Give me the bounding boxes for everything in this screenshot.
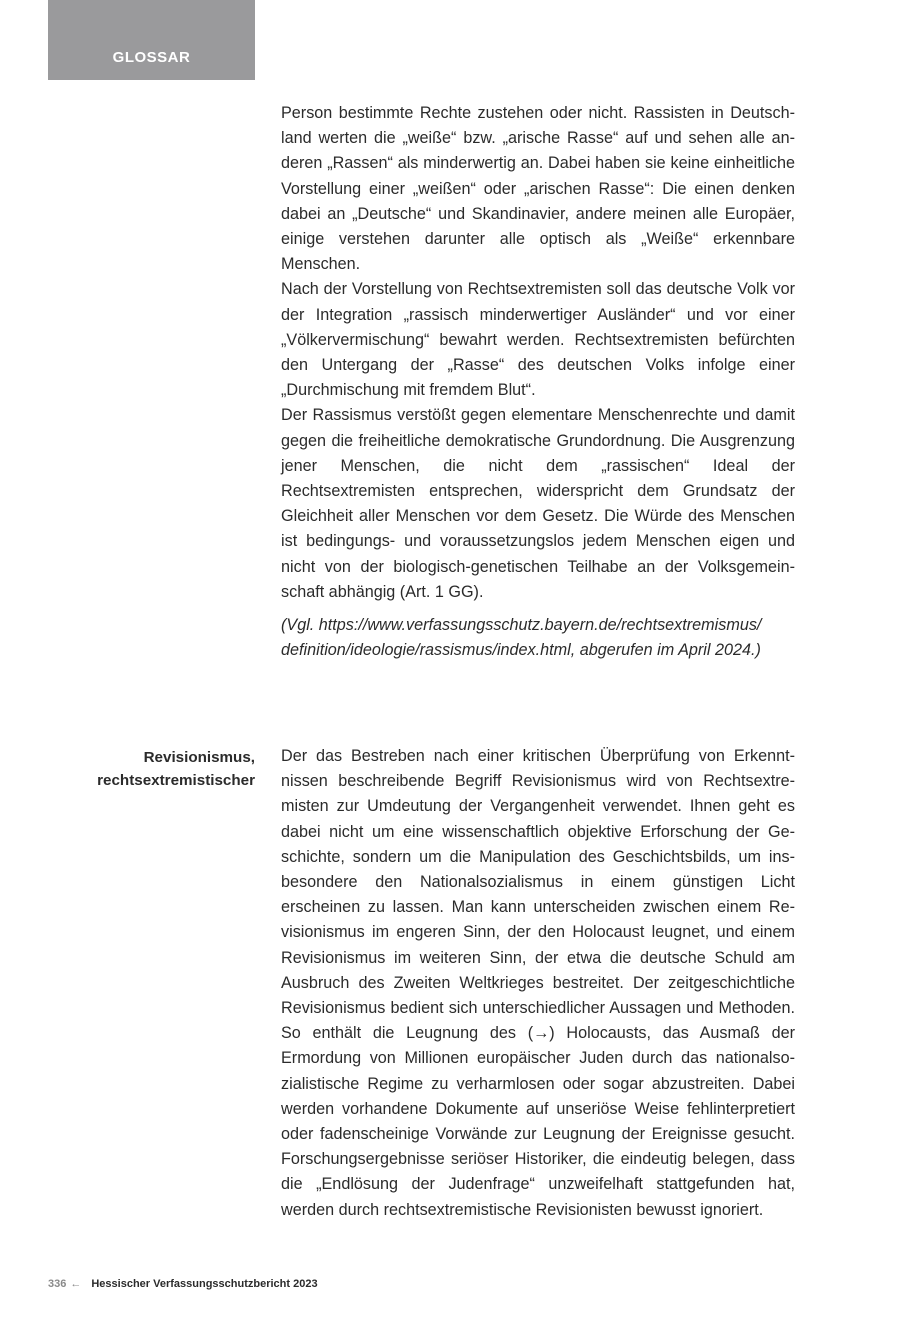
glossary-entry-rassismus-continued bbox=[281, 101, 795, 663]
entry-paragraph: Der das Bestreben nach einer kritischen Überprüfung von Erkenntnissen beschreibende Begriff Revisionismus wird von Rechtsextremisten zur Umdeutung der Vergangenheit verwendet. Ihnen geht es dabei nicht um eine wissenschaftlich objektive Erforschung der Geschichte, sondern um die Manipulation des Geschichtsbilds, um insbesondere den Nationalsozialismus in einem günstigen Licht erscheinen zu lassen. Man kann unterscheiden zwischen einem Revisionismus im engeren Sinn, der den Holocaust leugnet, und einem Revisionismus im weiteren Sinn, der etwa die deutsche Schuld am Ausbruch des Zweiten Weltkrieges bestreitet. Der zeitgeschichtliche Revisionismus bedient sich unterschiedlicher Aussagen und Methoden. So enthält die Leugnung des (→) Holocausts, das Ausmaß der Ermordung von Millionen europäischer Juden durch das nationalsozialistische Regime zu verharmlosen oder sogar abzustreiten. Dabei werden vorhandene Dokumente auf unseriöse Weise fehlinterpretiert oder fadenscheinige Vorwände zur Leugnung der Ereignisse gesucht. Forschungsergebnisse seriöser Historiker, die eindeutig belegen, dass die „Endlösung der Judenfrage“ unzweifelhaft stattgefunden hat, werden durch rechtsextremistische Revisionisten bewusst ignoriert. bbox=[281, 747, 795, 1219]
back-arrow-icon[interactable]: ← bbox=[70, 1278, 82, 1290]
entry-paragraph: Der Rassismus verstößt gegen elementare Menschenrechte und damit gegen die freiheitliche demokratische Grundordnung. Die Ausgrenzung jener Menschen, die nicht dem „rassischen“ Ideal der Rechtsextremisten entsprechen, widerspricht dem Grundsatz der Gleichheit aller Menschen vor dem Gesetz. Die Würde des Menschen ist bedingungs- und voraussetzungslos jedem Menschen eigen und nicht von der biologisch-genetischen Teilhabe an der Volksgemeinschaft abhängig (Art. 1 GG). bbox=[281, 406, 795, 601]
glossary-term-revisionismus: Revisionismus, rechtsextremistischer bbox=[97, 749, 255, 789]
page-footer bbox=[48, 1278, 318, 1290]
section-label: GLOSSAR bbox=[112, 49, 191, 66]
source-citation: (Vgl. https://www.verfassungsschutz.bayern.de/rechtsextremismus/ definition/ideologie/rassismus/index.html, abgerufen im April 2024.) bbox=[281, 616, 762, 660]
glossary-entry-revisionismus bbox=[281, 744, 795, 1223]
section-tab-glossar bbox=[48, 0, 255, 80]
publication-title: Hessischer Verfassungsschutzbericht 2023 bbox=[91, 1278, 318, 1290]
entry-paragraph: Nach der Vorstellung von Rechtsextremisten soll das deutsche Volk vor der Integration „rassisch minderwertiger Ausländer“ und vor einer „Völkervermischung“ bewahrt werden. Rechtsextremisten befürchten den Untergang der „Rasse“ des deutschen Volks infolge einer „Durchmischung mit fremdem Blut“. bbox=[281, 280, 795, 400]
page-number: 336 bbox=[48, 1278, 67, 1290]
entry-paragraph: Person bestimmte Rechte zustehen oder nicht. Rassisten in Deutschland werten die „weiße“ bzw. „arische Rasse“ auf und sehen alle anderen „Rassen“ als minderwertig an. Dabei haben sie keine einheitliche Vorstellung einer „weißen“ oder „arischen Rasse“: Die einen denken dabei an „Deutsche“ und Skandinavier, andere meinen alle Europäer, einige verstehen darunter alle optisch als „Weiße“ erkennbare Menschen. bbox=[281, 104, 795, 274]
